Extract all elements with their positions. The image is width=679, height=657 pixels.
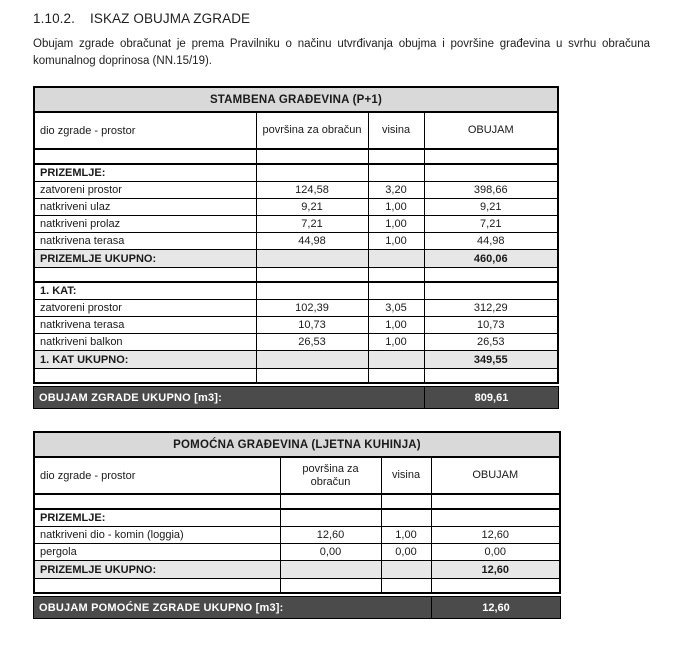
col-header-part: dio zgrade - prostor: [34, 457, 280, 494]
empty-cell: [431, 494, 560, 509]
total-label: OBUJAM POMOĆNE ZGRADE UKUPNO [m3]:: [39, 601, 284, 614]
cell-volume: 0,00: [431, 544, 560, 561]
empty-cell: [368, 369, 424, 384]
cell-height: 1,00: [368, 233, 424, 250]
cell-part: natkriveni prolaz: [34, 216, 256, 233]
section-title: ISKAZ OBUJMA ZGRADE: [89, 11, 251, 26]
subtotal-row: [34, 250, 558, 268]
cell-part: natkriveni dio - komin (loggia): [34, 527, 280, 544]
spacer-row: [34, 579, 560, 594]
empty-cell: [381, 579, 431, 594]
empty-cell: [34, 268, 256, 283]
table-row: [34, 182, 558, 199]
col-header-area: površina za obračun: [256, 112, 368, 149]
cell-volume: 26,53: [424, 334, 558, 351]
col-header-volume: OBUJAM: [424, 112, 558, 149]
table-title: POMOĆNA GRAĐEVINA (LJETNA KUHINJA): [34, 432, 560, 457]
intro-paragraph: Obujam zgrade obračunat je prema Pravilniku o načinu utvrđivanja obujma i površine građevina u svrhu obračuna komunalnog doprinosa (NN.15/19).: [33, 38, 650, 67]
cell-volume: 10,73: [424, 317, 558, 334]
column-header-row: [34, 112, 558, 149]
auxiliary-building-table: [33, 431, 561, 594]
empty-cell: [256, 282, 368, 300]
section-heading: [33, 11, 651, 26]
cell-area: 0,00: [280, 544, 381, 561]
cell-volume: 312,29: [424, 300, 558, 317]
cell-part: natkrivena terasa: [34, 233, 256, 250]
empty-cell: [424, 164, 558, 182]
table-row: [34, 544, 560, 561]
cell-part: natkriveni ulaz: [34, 199, 256, 216]
residential-building-table: [33, 86, 559, 384]
cell-volume: 12,60: [431, 527, 560, 544]
subtotal-label: PRIZEMLJE UKUPNO:: [34, 561, 280, 579]
cell-area: 9,21: [256, 199, 368, 216]
spacer-row: [34, 369, 558, 384]
col-header-part: dio zgrade - prostor: [34, 112, 256, 149]
cell-height: 1,00: [368, 216, 424, 233]
subtotal-row: [34, 561, 560, 579]
empty-cell: [431, 579, 560, 594]
empty-cell: [381, 494, 431, 509]
empty-cell: [34, 369, 256, 384]
empty-cell: [256, 149, 368, 164]
empty-cell: [381, 509, 431, 527]
subtotal-row: [34, 351, 558, 369]
col-header-height: visina: [381, 457, 431, 494]
cell-part: natkriveni balkon: [34, 334, 256, 351]
total-value: 12,60: [431, 597, 560, 618]
empty-cell: [256, 268, 368, 283]
empty-cell: [34, 494, 280, 509]
cell-area: 102,39: [256, 300, 368, 317]
cell-height: 0,00: [381, 544, 431, 561]
empty-cell: [256, 351, 368, 369]
cell-area: 7,21: [256, 216, 368, 233]
auxiliary-total-bar: [33, 596, 561, 619]
empty-cell: [256, 164, 368, 182]
empty-cell: [368, 282, 424, 300]
cell-height: 1,00: [368, 199, 424, 216]
section-header-row: [34, 509, 560, 527]
empty-cell: [368, 149, 424, 164]
empty-cell: [280, 561, 381, 579]
table-title-row: [34, 87, 558, 112]
empty-cell: [368, 250, 424, 268]
cell-area: 12,60: [280, 527, 381, 544]
cell-height: 3,20: [368, 182, 424, 199]
col-header-height: visina: [368, 112, 424, 149]
section-name: 1. KAT:: [34, 282, 256, 300]
empty-cell: [424, 268, 558, 283]
empty-cell: [368, 351, 424, 369]
empty-cell: [381, 561, 431, 579]
cell-height: 1,00: [368, 334, 424, 351]
subtotal-value: 349,55: [424, 351, 558, 369]
section-header-row: [34, 282, 558, 300]
cell-height: 1,00: [368, 317, 424, 334]
empty-cell: [280, 494, 381, 509]
total-label: OBUJAM ZGRADE UKUPNO [m3]:: [39, 391, 223, 404]
empty-cell: [424, 282, 558, 300]
spacer-row: [34, 268, 558, 283]
col-header-area: površina za obračun: [280, 457, 381, 494]
table-title-row: [34, 432, 560, 457]
empty-cell: [368, 164, 424, 182]
empty-cell: [34, 149, 256, 164]
empty-cell: [431, 509, 560, 527]
cell-volume: 9,21: [424, 199, 558, 216]
empty-cell: [280, 579, 381, 594]
cell-part: zatvoreni prostor: [34, 300, 256, 317]
cell-area: 44,98: [256, 233, 368, 250]
table-row: [34, 199, 558, 216]
empty-cell: [280, 509, 381, 527]
subtotal-value: 12,60: [431, 561, 560, 579]
cell-part: zatvoreni prostor: [34, 182, 256, 199]
building-total-bar: [33, 386, 559, 409]
cell-part: pergola: [34, 544, 280, 561]
table-row: [34, 216, 558, 233]
cell-area: 124,58: [256, 182, 368, 199]
table-row: [34, 527, 560, 544]
empty-cell: [34, 579, 280, 594]
table-row: [34, 317, 558, 334]
cell-volume: 44,98: [424, 233, 558, 250]
section-header-row: [34, 164, 558, 182]
empty-cell: [424, 149, 558, 164]
spacer-row: [34, 149, 558, 164]
subtotal-value: 460,06: [424, 250, 558, 268]
column-header-row: [34, 457, 560, 494]
table-row: [34, 233, 558, 250]
total-value: 809,61: [424, 387, 558, 408]
spacer-row: [34, 494, 560, 509]
cell-volume: 398,66: [424, 182, 558, 199]
subtotal-label: 1. KAT UKUPNO:: [34, 351, 256, 369]
section-name: PRIZEMLJE:: [34, 509, 280, 527]
empty-cell: [256, 369, 368, 384]
table-title: STAMBENA GRAĐEVINA (P+1): [34, 87, 558, 112]
table-row: [34, 334, 558, 351]
cell-area: 26,53: [256, 334, 368, 351]
section-name: PRIZEMLJE:: [34, 164, 256, 182]
subtotal-label: PRIZEMLJE UKUPNO:: [34, 250, 256, 268]
cell-height: 1,00: [381, 527, 431, 544]
col-header-volume: OBUJAM: [431, 457, 560, 494]
empty-cell: [424, 369, 558, 384]
cell-part: natkrivena terasa: [34, 317, 256, 334]
empty-cell: [256, 250, 368, 268]
cell-area: 10,73: [256, 317, 368, 334]
empty-cell: [368, 268, 424, 283]
cell-volume: 7,21: [424, 216, 558, 233]
cell-height: 3,05: [368, 300, 424, 317]
section-number: 1.10.2.: [33, 11, 75, 26]
table-row: [34, 300, 558, 317]
